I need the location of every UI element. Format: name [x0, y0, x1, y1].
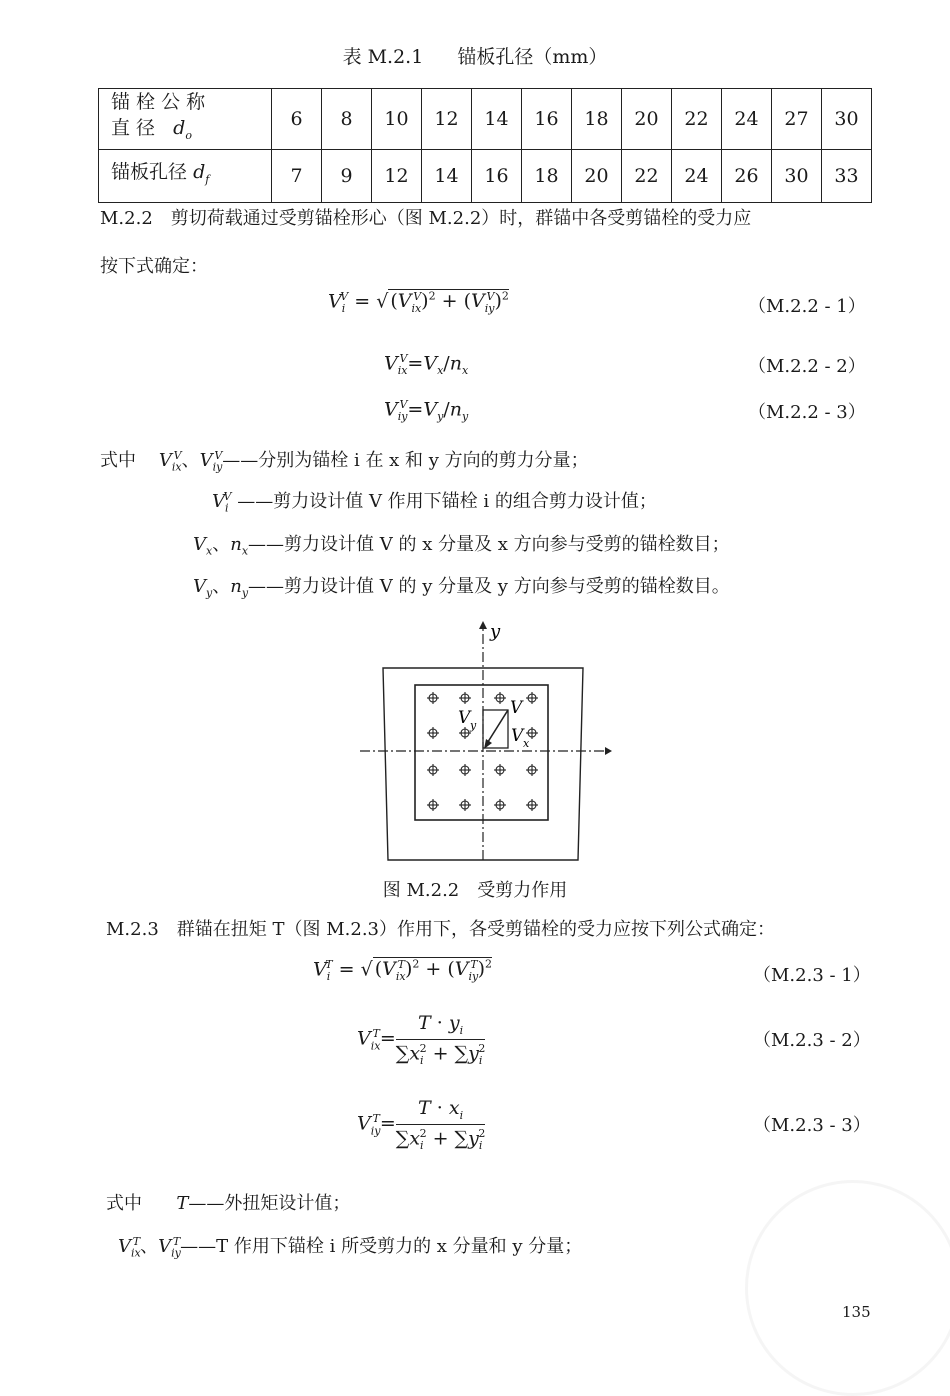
table-cell: 20 [622, 89, 672, 150]
row-header-line2: 直 径 [111, 117, 156, 139]
equation-number-m23-1: （M.2.3 - 1） [753, 965, 871, 986]
watermark-stamp [745, 1180, 950, 1396]
anchor-bolt [459, 692, 471, 704]
table-caption [0, 42, 950, 69]
table-cell: 6 [272, 89, 322, 150]
table-cell: 12 [422, 89, 472, 150]
table-row-hole-diameter [99, 149, 872, 202]
equation-number-m23-3: （M.2.3 - 3） [753, 1115, 871, 1136]
anchor-plate [415, 685, 548, 820]
label-v: V [510, 698, 523, 718]
table-cell: 33 [822, 149, 872, 202]
table-cell: 20 [572, 149, 622, 202]
table-cell: 9 [322, 149, 372, 202]
row-header-subscript: f [205, 172, 210, 186]
row-header-line1: 锚 栓 公 称 [111, 91, 206, 113]
table-caption-number: 表 M.2.1 [342, 46, 424, 68]
table-cell: 16 [522, 89, 572, 150]
label-vx-subscript: x [523, 737, 530, 750]
bolt-hole-table [98, 88, 872, 203]
y-axis-arrow [479, 621, 487, 629]
x-axis-arrow [605, 747, 612, 755]
table-caption-title: 锚板孔径（mm） [457, 46, 608, 68]
label-vy-subscript: y [470, 719, 477, 732]
definition-m22-3: $V_x$、$n_x——$剪力设计值 V 的 x 分量及 x 方向参与受剪的锚栓数目； [193, 534, 730, 558]
definition-text: ——T 作用下锚栓 i 所受剪力的 x 分量和 y 分量； [180, 1236, 583, 1257]
definition-m22-4: $V_y$、$n_y——$剪力设计值 V 的 y 分量及 y 方向参与受剪的锚栓数目。 [193, 576, 730, 600]
anchor-bolt [427, 692, 439, 704]
anchor-bolt [459, 799, 471, 811]
definition-m22-2: $V_i^V$ ——剪力设计值 V 作用下锚栓 i 的组合剪力设计值； [212, 490, 657, 515]
anchor-bolt [494, 799, 506, 811]
table-cell: 16 [472, 149, 522, 202]
row-header-subscript: o [185, 128, 192, 142]
table-cell: 12 [372, 149, 422, 202]
table-cell: 26 [722, 149, 772, 202]
section-m22-line2: 按下式确定： [100, 256, 208, 277]
section-m23-line1: M.2.3 群锚在扭矩 T（图 M.2.3）作用下，各受剪锚栓的受力应按下列公式确定： [106, 919, 776, 940]
table-cell: 24 [672, 149, 722, 202]
table-cell: 22 [672, 89, 722, 150]
anchor-bolt [427, 764, 439, 776]
definition-text: ——剪力设计值 V 作用下锚栓 i 的组合剪力设计值； [237, 491, 657, 512]
definition-m22-1: 式中 $V_{ix}^V$、$V_{iy}^V——$分别为锚栓 i 在 x 和 y 方向的剪力分量； [100, 449, 589, 474]
anchor-group-shear-figure [350, 615, 620, 865]
anchor-bolt [459, 764, 471, 776]
table-cell: 14 [472, 89, 522, 150]
table-cell: 14 [422, 149, 472, 202]
table-cell: 8 [322, 89, 372, 150]
table-cell: 18 [572, 89, 622, 150]
figure-caption: 图 M.2.2 受剪力作用 [382, 880, 568, 901]
table-cell: 7 [272, 149, 322, 202]
page-number: 135 [842, 1303, 871, 1321]
anchor-bolt [427, 799, 439, 811]
section-m22-line1: M.2.2 剪切荷载通过受剪锚栓形心（图 M.2.2）时，群锚中各受剪锚栓的受力应 [100, 208, 752, 229]
equation-m23-3: $V_{iy}^T=$ $\frac{T \cdot x_i}{\sum x_i^2 + \sum y_i^2}$ [357, 1097, 486, 1152]
definition-text: ——外扭矩设计值； [188, 1193, 351, 1214]
label-vx: V [511, 726, 524, 746]
row-header-label: 锚板孔径 [111, 160, 188, 183]
table-cell: 10 [372, 89, 422, 150]
table-cell: 30 [772, 149, 822, 202]
equation-m23-1: $V_i^T$ = √ $(V_{ix}^T)^2 + (V_{iy}^T)^2$ [313, 958, 493, 984]
equation-number-m23-2: （M.2.3 - 2） [753, 1030, 871, 1051]
table-cell: 22 [622, 149, 672, 202]
equation-number-m22-2: （M.2.2 - 2） [748, 356, 866, 377]
where-label: 式中 [100, 450, 136, 471]
shear-force-arrow [486, 710, 508, 745]
table-cell: 18 [522, 149, 572, 202]
label-vy: V [458, 708, 471, 728]
equation-m22-1: $V_i^V$ = √ $(V_{ix}^V)^2 + (V_{iy}^V)^2$ [328, 290, 509, 316]
anchor-bolt [494, 692, 506, 704]
equation-m23-2: $V_{ix}^T=$ $\frac{T \cdot y_i}{\sum x_i^2 + \sum y_i^2}$ [357, 1012, 486, 1067]
anchor-bolt [526, 692, 538, 704]
anchor-bolt [494, 764, 506, 776]
table-row-nominal-diameter [99, 89, 872, 150]
row-header-nominal-diameter [99, 89, 272, 150]
anchor-bolt [427, 727, 439, 739]
equation-number-m22-3: （M.2.2 - 3） [748, 402, 866, 423]
definition-m23-1: 式中 T——外扭矩设计值； [106, 1193, 351, 1214]
definition-text: ——剪力设计值 V 的 x 分量及 x 方向参与受剪的锚栓数目； [248, 534, 730, 555]
definition-m23-2: $V_{ix}^T$、$V_{iy}^T——T$ 作用下锚栓 i 所受剪力的 x 分量和 y 分量； [118, 1235, 583, 1260]
equation-m22-2: $V_{ix}^V=V_x/n_x$ [384, 352, 469, 378]
table-cell: 27 [772, 89, 822, 150]
row-header-symbol: d [193, 160, 206, 183]
row-header-symbol: d [173, 117, 186, 139]
definition-text: ——剪力设计值 V 的 y 分量及 y 方向参与受剪的锚栓数目。 [248, 576, 730, 597]
y-axis-label: y [490, 621, 501, 642]
equation-number-m22-1: （M.2.2 - 1） [748, 296, 866, 317]
definition-text: ——分别为锚栓 i 在 x 和 y 方向的剪力分量； [222, 450, 589, 471]
equation-m22-3: $V_{iy}^V=V_y/n_y$ [384, 398, 469, 424]
where-label: 式中 [106, 1193, 142, 1214]
table-cell: 24 [722, 89, 772, 150]
row-header-hole-diameter [99, 149, 272, 202]
anchor-bolt [526, 764, 538, 776]
anchor-bolt [526, 799, 538, 811]
table-cell: 30 [822, 89, 872, 150]
